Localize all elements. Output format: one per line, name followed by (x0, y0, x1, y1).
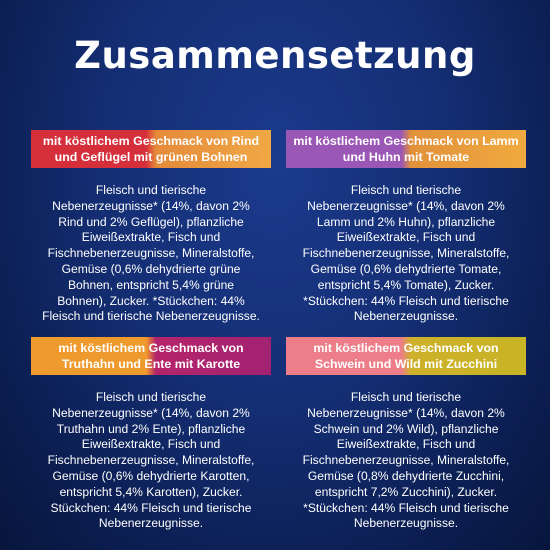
ingredient-card-lamm-huhn (286, 130, 526, 325)
flavor-banner: mit köstlichem Geschmack von Rind und Geflügel mit grünen Bohnen (31, 130, 271, 168)
ingredient-card-truthahn-ente (31, 337, 271, 532)
ingredient-card-rind-gefluegel (31, 130, 271, 325)
ingredient-text: Fleisch und tierische Nebenerzeugnisse* (14%, davon 2% Schwein und 2% Wild), pflanzliche Eiweißextrakte, Fisch und Fischnebenerzeugnisse, Mineralstoffe, Gemüse (0,8% dehydrierte Zucchini, entspricht 7,2% Zucchini), Zucker. *Stückchen: 44% Fleisch und tierische Nebenerzeugnisse. (302, 390, 510, 531)
flavor-banner: mit köstlichem Geschmack von Lamm und Huhn mit Tomate (286, 130, 526, 168)
flavor-banner: mit köstlichem Geschmack von Truthahn und Ente mit Karotte (31, 337, 271, 375)
ingredient-text: Fleisch und tierische Nebenerzeugnisse* (14%, davon 2% Truthahn und 2% Ente), pflanzliche Eiweißextrakte, Fisch und Fischnebenerzeugnisse, Mineralstoffe, Gemüse (0,6% dehydrierte Karotten, entspricht 5,4% Karotten), Zucker. Stückchen: 44% Fleisch und tierische Nebenerzeugnisse. (47, 390, 255, 531)
ingredient-text: Fleisch und tierische Nebenerzeugnisse* (14%, davon 2% Lamm und 2% Huhn), pflanzliche Eiweißextrakte, Fisch und Fischnebenerzeugnisse, Mineralstoffe, Gemüse (0,6% dehydrierte Tomate, entspricht 5,4% Tomate), Zucker. *Stückchen: 44% Fleisch und tierische Nebenerzeugnisse. (302, 183, 510, 324)
ingredient-card-schwein-wild (286, 337, 526, 532)
flavor-banner: mit köstlichem Geschmack von Schwein und Wild mit Zucchini (286, 337, 526, 375)
ingredient-text: Fleisch und tierische Nebenerzeugnisse* (14%, davon 2% Rind und 2% Geflügel), pflanzliche Eiweißextrakte, Fisch und Fischnebenerzeugnisse, Mineralstoffe, Gemüse (0,6% dehydrierte grüne Bohnen, entspricht 5,4% grüne Bohnen), Zucker. *Stückchen: 44% Fleisch und tierische Nebenerzeugnisse. (42, 183, 260, 324)
page-title: Zusammensetzung (74, 34, 476, 77)
